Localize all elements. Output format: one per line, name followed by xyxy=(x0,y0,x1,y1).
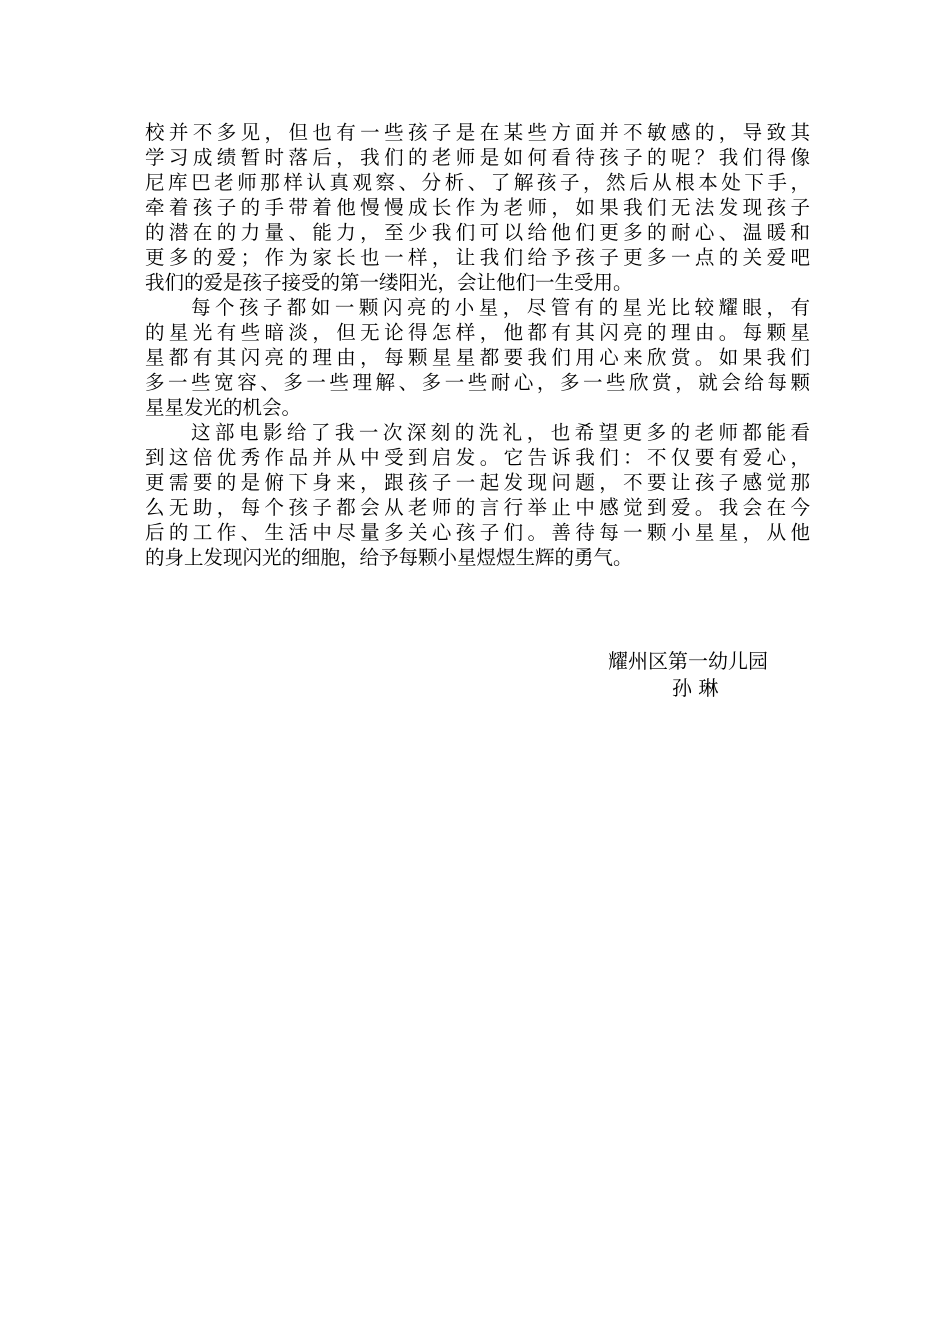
paragraph-3-line: 这部电影给了我一次深刻的洗礼，也希望更多的老师都能看 xyxy=(191,421,810,444)
paragraph-3-line: 后的工作、生活中尽量多关心孩子们。善待每一颗小星星，从他 xyxy=(145,521,810,544)
paragraph-3-line: 么无助，每个孩子都会从老师的言行举止中感觉到爱。我会在今 xyxy=(145,496,810,519)
paragraph-3-line: 更需要的是俯下身来，跟孩子一起发现问题，不要让孩子感觉那 xyxy=(145,471,810,494)
signature-organization: 耀州区第一幼儿园 xyxy=(608,649,768,673)
paragraph-2-line: 星都有其闪亮的理由，每颗星星都要我们用心来欣赏。如果我们 xyxy=(145,346,810,369)
paragraph-3-line: 到这倍优秀作品并从中受到启发。它告诉我们：不仅要有爱心， xyxy=(145,446,810,469)
paragraph-1-line: 校并不多见，但也有一些孩子是在某些方面并不敏感的，导致其 xyxy=(145,121,810,144)
paragraph-2-line: 多一些宽容、多一些理解、多一些耐心，多一些欣赏，就会给每颗 xyxy=(145,371,810,394)
paragraph-2-line: 星星发光的机会。 xyxy=(145,396,302,419)
paragraph-1-line: 尼库巴老师那样认真观察、分析、了解孩子，然后从根本处下手， xyxy=(145,171,810,194)
paragraph-1-line: 学习成绩暂时落后，我们的老师是如何看待孩子的呢？我们得像 xyxy=(145,146,810,169)
paragraph-1-line: 的潜在的力量、能力，至少我们可以给他们更多的耐心、温暖和 xyxy=(145,221,810,244)
paragraph-1-line: 我们的爱是孩子接受的第一缕阳光，会让他们一生受用。 xyxy=(145,271,633,294)
document-body xyxy=(145,120,810,570)
signature-name: 孙 琳 xyxy=(672,676,719,700)
paragraph-2-line: 的星光有些暗淡，但无论得怎样，他都有其闪亮的理由。每颗星 xyxy=(145,321,810,344)
signature-block xyxy=(608,648,818,702)
paragraph-1-line: 更多的爱；作为家长也一样，让我们给予孩子更多一点的关爱吧 xyxy=(145,246,810,269)
paragraph-2-line: 每个孩子都如一颗闪亮的小星，尽管有的星光比较耀眼，有 xyxy=(191,296,810,319)
paragraph-1-line: 牵着孩子的手带着他慢慢成长作为老师，如果我们无法发现孩子 xyxy=(145,196,810,219)
paragraph-3-line: 的身上发现闪光的细胞，给予每颗小星煜煜生辉的勇气。 xyxy=(145,546,633,569)
